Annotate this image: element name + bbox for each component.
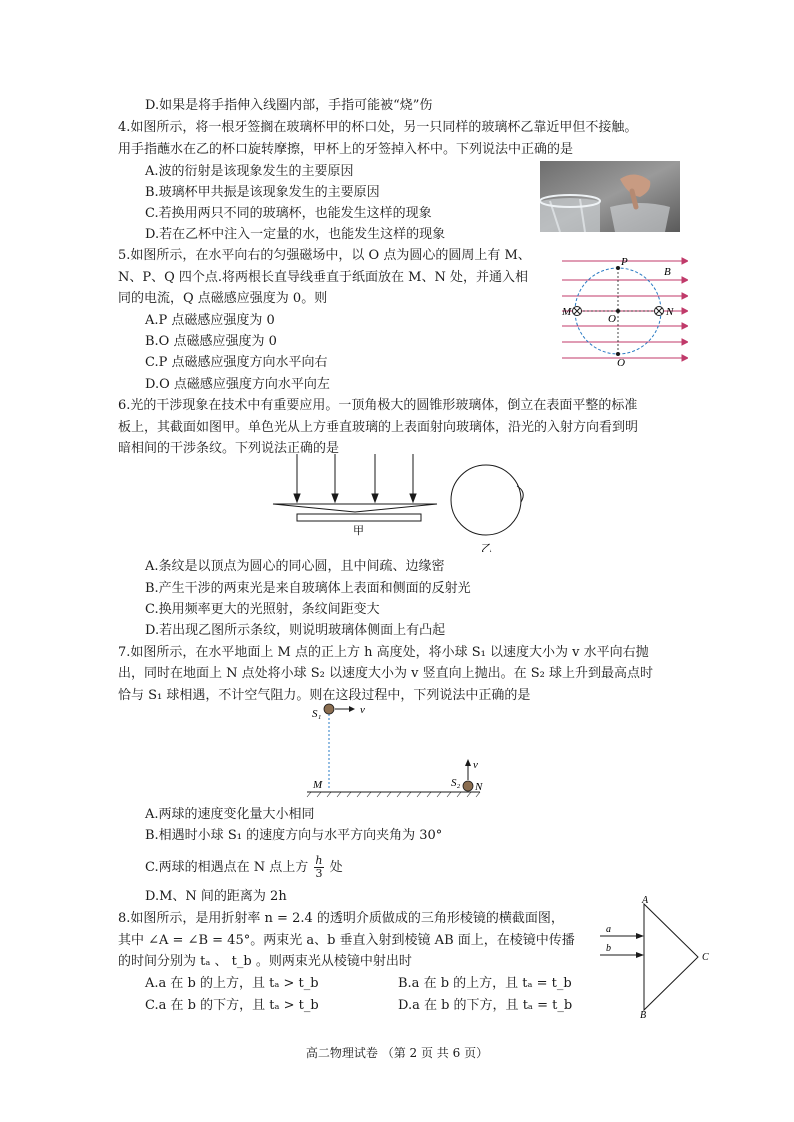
q6-option-d: D.若出现乙图所示条纹，则说明玻璃体侧面上有凸起 [145,623,446,638]
label-v1: v [360,704,365,716]
label-n: N [475,781,483,793]
ray-b-arrow [636,952,644,958]
q7-option-b: B.相遇时小球 S₁ 的速度方向与水平方向夹角为 30° [145,828,443,843]
q6-option-b: B.产生干涉的两束光是来自玻璃体上表面和侧面的反射光 [145,581,471,596]
label-b: B [664,266,671,278]
ball-s2 [463,781,473,791]
label-jia: 甲 [353,525,364,537]
q5-option-c: C.P 点磁感应强度方向水平向右 [145,355,328,370]
label-b-vertex: B [640,1010,647,1018]
q5-option-b: B.O 点磁感应强度为 0 [145,334,277,349]
q8-stem-3: 的时间分别为 tₐ 、 t_b 。则两束光从棱镜中射出时 [118,954,412,969]
q7-projectile-diagram [305,700,495,800]
fraction-denominator: 3 [315,867,323,880]
q7-option-c-tail: 处 [329,860,343,875]
q5-option-a: A.P 点磁感应强度为 0 [145,313,275,328]
q8-prism-diagram [598,896,718,1018]
label-n: N [666,306,674,318]
label-ray-a: a [606,924,611,935]
label-v2: v [473,759,478,771]
q7-stem-3: 恰与 S₁ 球相遇，不计空气阻力。则在这段过程中，下列说法中正确的是 [118,688,531,703]
q8-stem-1: 8.如图所示，是用折射率 n = 2.4 的透明介质做成的三角形棱镜的横截面图， [118,911,564,926]
q4-option-d: D.若在乙杯中注入一定量的水，也能发生这样的现象 [145,227,446,242]
label-c-vertex: C [702,952,709,963]
label-m: M [313,779,323,791]
q3-option-d: D.如果是将手指伸入线圈内部，手指可能被“烧”伤 [145,98,433,113]
q4-stem-1: 4.如图所示，将一根牙签搁在玻璃杯甲的杯口处，另一只同样的玻璃杯乙靠近甲但不接触。 [118,120,638,135]
fraction-numerator: h [315,854,323,867]
q7-stem-1: 7.如图所示，在水平地面上 M 点的正上方 h 高度处，将小球 S₁ 以速度大小为 v 水平向右抛 [118,645,649,660]
ray-a-arrow [636,933,644,939]
q8-option-a: A.a 在 b 的上方，且 tₐ > t_b [145,976,319,991]
page-footer: 高二物理试卷 （第 2 页 共 6 页） [305,1046,489,1060]
q5-stem-2: N、P、Q 四个点.将两根长直导线垂直于纸面放在 M、N 处，并通入相 [118,270,528,285]
q5-stem-3: 同的电流，Q 点磁感应强度为 0。则 [118,291,328,306]
label-s1: S₁ [312,708,322,720]
q4-option-b: B.玻璃杯甲共振是该现象发生的主要原因 [145,185,380,200]
q6-option-a: A.条纹是以顶点为圆心的同心圆，且中间疏、边缘密 [145,559,445,574]
q5-option-d: D.O 点磁感应强度方向水平向左 [145,377,330,392]
q4-glass-photo [540,161,680,232]
label-yi: 乙 [481,543,492,552]
q6-option-c: C.换用频率更大的光照射，条纹间距变大 [145,602,380,617]
label-s2: S₂ [451,777,461,789]
q7-option-c [145,855,343,880]
q5-field-diagram [560,253,688,366]
q4-option-c: C.若换用两只不同的玻璃杯，也能发生这样的现象 [145,206,432,221]
standard-plate [297,514,421,521]
wire-m-into-page-icon [573,307,582,316]
wire-n-into-page-icon [655,307,664,316]
q6-stem-3: 暗相间的干涉条纹。下列说法正确的是 [118,441,340,456]
label-o: O [608,313,616,325]
q7-option-c-text: C.两球的相遇点在 N 点上方 [145,860,309,875]
label-p: P [621,256,628,268]
prism-triangle [644,904,698,1010]
q4-stem-2: 用手指蘸水在乙的杯口旋转摩擦，甲杯上的牙签掉入杯中。下列说法中正确的是 [118,142,574,157]
label-ray-b: b [606,943,611,954]
q7-option-a: A.两球的速度变化量大小相同 [145,807,315,822]
label-m: M [562,306,572,318]
label-a-vertex: A [642,896,649,906]
ball-s1 [324,704,334,714]
q8-stem-2: 其中 ∠A = ∠B = 45°。两束光 a、b 垂直入射到棱镜 AB 面上，在棱镜中传播 [118,933,575,948]
fraction-h-over-3 [314,855,323,880]
q6-stem-1: 6.光的干涉现象在技术中有重要应用。一顶角极大的圆锥形玻璃体，倒立在表面平整的标准 [118,398,638,413]
q8-option-b: B.a 在 b 的上方，且 tₐ = t_b [398,976,572,991]
q8-option-c: C.a 在 b 的下方，且 tₐ > t_b [145,998,319,1013]
label-q: Q [617,357,625,366]
q5-stem-1: 5.如图所示，在水平向右的匀强磁场中，以 O 点为圆心的圆周上有 M、 [118,248,531,263]
q7-option-d: D.M、N 间的距离为 2h [145,889,287,904]
q6-interference-diagram [265,452,555,552]
q8-option-d: D.a 在 b 的下方，且 tₐ = t_b [398,998,573,1013]
glass-cone-section [273,504,437,512]
ring-pattern [451,465,521,535]
q4-option-a: A.波的衍射是该现象发生的主要原因 [145,164,354,179]
q6-stem-2: 板上，其截面如图甲。单色光从上方垂直玻璃的上表面射向玻璃体，沿光的入射方向看到明 [118,420,639,435]
q7-stem-2: 出，同时在地面上 N 点处将小球 S₂ 以速度大小为 v 竖直向上抛出。在 S₂ 球上升到最高点时 [118,666,654,681]
